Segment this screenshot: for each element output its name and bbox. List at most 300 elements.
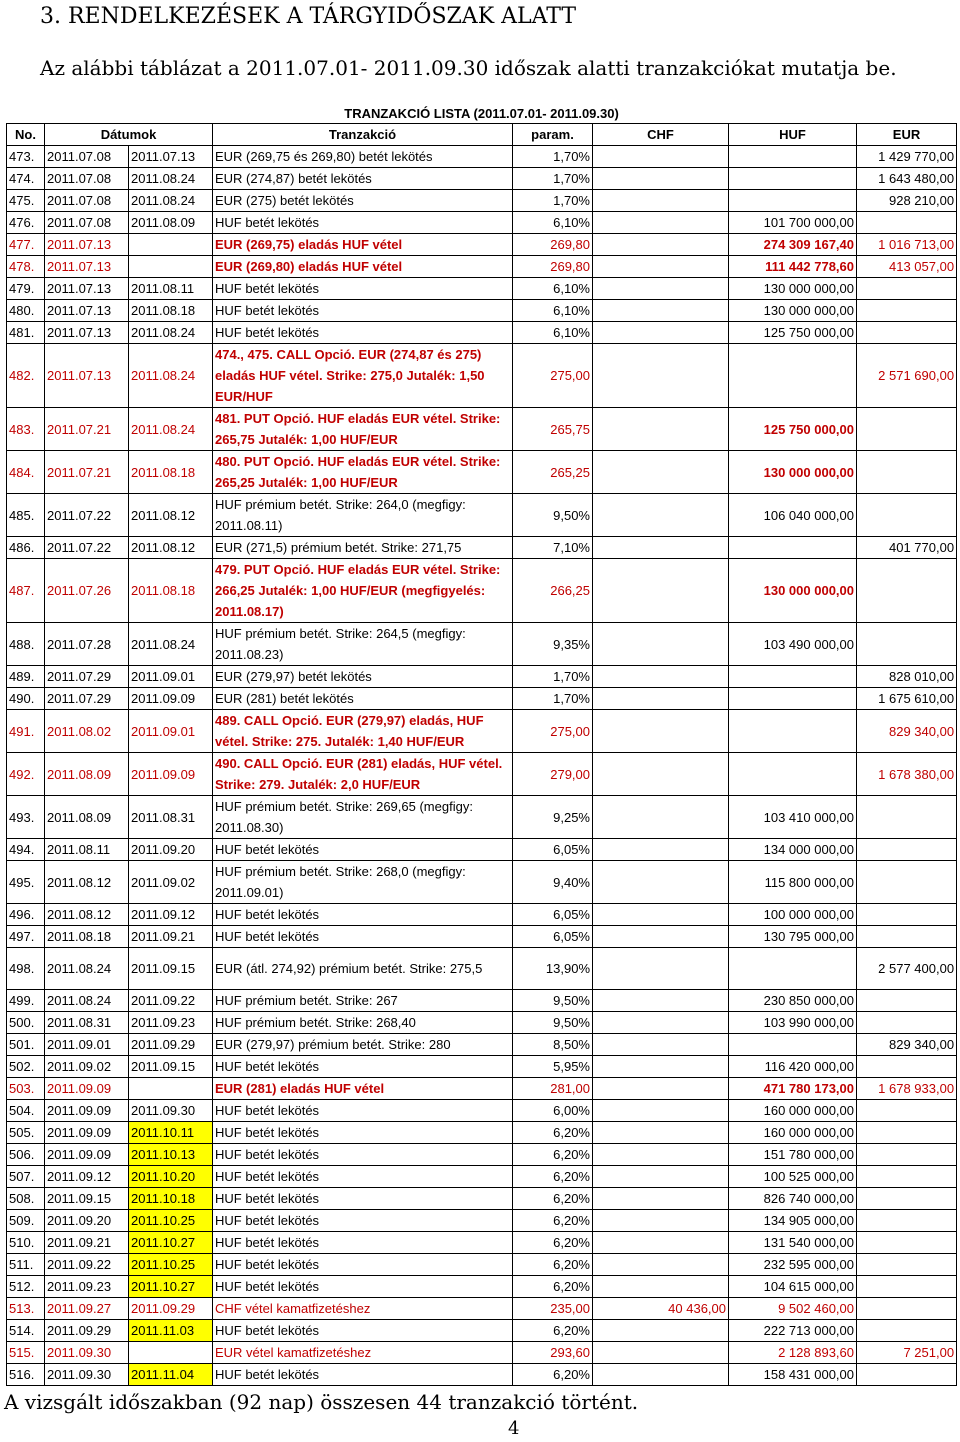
cell-huf	[729, 948, 857, 990]
cell-no: 487.	[7, 559, 45, 623]
cell-date-end: 2011.09.29	[129, 1298, 213, 1320]
cell-date-start: 2011.07.13	[45, 300, 129, 322]
cell-no: 488.	[7, 623, 45, 666]
table-row	[7, 861, 957, 904]
cell-date-start: 2011.09.23	[45, 1276, 129, 1298]
cell-param: 6,10%	[513, 322, 593, 344]
table-row	[7, 688, 957, 710]
cell-chf	[593, 300, 729, 322]
cell-huf: 101 700 000,00	[729, 212, 857, 234]
cell-date-start: 2011.07.13	[45, 278, 129, 300]
cell-transaction: HUF betét lekötés	[213, 300, 513, 322]
cell-date-end: 2011.11.03	[129, 1320, 213, 1342]
cell-huf	[729, 688, 857, 710]
table-row	[7, 1100, 957, 1122]
cell-date-start: 2011.09.09	[45, 1078, 129, 1100]
cell-eur	[857, 1100, 957, 1122]
cell-eur: 1 429 770,00	[857, 146, 957, 168]
cell-transaction: HUF betét lekötés	[213, 1364, 513, 1386]
cell-no: 480.	[7, 300, 45, 322]
cell-date-end: 2011.08.18	[129, 451, 213, 494]
table-row	[7, 1012, 957, 1034]
cell-date-start: 2011.09.20	[45, 1210, 129, 1232]
table-row	[7, 1298, 957, 1320]
cell-param: 6,20%	[513, 1188, 593, 1210]
cell-date-start: 2011.09.02	[45, 1056, 129, 1078]
cell-transaction: HUF betét lekötés	[213, 904, 513, 926]
cell-date-start: 2011.07.08	[45, 168, 129, 190]
cell-chf	[593, 1122, 729, 1144]
cell-param: 5,95%	[513, 1056, 593, 1078]
table-row	[7, 1122, 957, 1144]
cell-eur: 828 010,00	[857, 666, 957, 688]
cell-transaction: HUF betét lekötés	[213, 1122, 513, 1144]
table-row	[7, 451, 957, 494]
cell-date-end: 2011.09.01	[129, 666, 213, 688]
cell-transaction: HUF prémium betét. Strike: 264,5 (megfigy: 2011.08.23)	[213, 623, 513, 666]
cell-eur	[857, 926, 957, 948]
cell-no: 505.	[7, 1122, 45, 1144]
cell-date-end: 2011.08.12	[129, 494, 213, 537]
cell-date-start: 2011.07.28	[45, 623, 129, 666]
cell-no: 492.	[7, 753, 45, 796]
cell-date-start: 2011.08.11	[45, 839, 129, 861]
cell-no: 515.	[7, 1342, 45, 1364]
cell-chf: 40 436,00	[593, 1298, 729, 1320]
cell-eur	[857, 1166, 957, 1188]
cell-date-start: 2011.09.09	[45, 1100, 129, 1122]
cell-date-start: 2011.08.24	[45, 948, 129, 990]
table-row	[7, 1320, 957, 1342]
cell-no: 514.	[7, 1320, 45, 1342]
transaction-table-wrapper	[6, 103, 956, 1386]
cell-transaction: HUF betét lekötés	[213, 322, 513, 344]
cell-param: 1,70%	[513, 666, 593, 688]
cell-date-start: 2011.09.12	[45, 1166, 129, 1188]
cell-huf: 130 795 000,00	[729, 926, 857, 948]
cell-date-end: 2011.08.12	[129, 537, 213, 559]
cell-chf	[593, 234, 729, 256]
cell-eur	[857, 1232, 957, 1254]
cell-chf	[593, 1166, 729, 1188]
cell-date-start: 2011.07.21	[45, 451, 129, 494]
cell-chf	[593, 666, 729, 688]
cell-eur	[857, 559, 957, 623]
cell-huf: 130 000 000,00	[729, 451, 857, 494]
cell-date-end: 2011.09.12	[129, 904, 213, 926]
cell-huf	[729, 1034, 857, 1056]
cell-chf	[593, 753, 729, 796]
cell-date-start: 2011.09.29	[45, 1320, 129, 1342]
cell-chf	[593, 537, 729, 559]
section-heading: 3. RENDELKEZÉSEK A TÁRGYIDŐSZAK ALATT	[40, 4, 577, 29]
cell-huf: 160 000 000,00	[729, 1100, 857, 1122]
cell-date-end	[129, 1342, 213, 1364]
page-number: 4	[508, 1418, 520, 1439]
cell-eur	[857, 1056, 957, 1078]
cell-no: 482.	[7, 344, 45, 408]
cell-transaction: EUR (269,75 és 269,80) betét lekötés	[213, 146, 513, 168]
cell-date-start: 2011.09.30	[45, 1364, 129, 1386]
cell-param: 13,90%	[513, 948, 593, 990]
cell-huf: 115 800 000,00	[729, 861, 857, 904]
cell-eur	[857, 1276, 957, 1298]
cell-chf	[593, 256, 729, 278]
cell-huf: 131 540 000,00	[729, 1232, 857, 1254]
cell-huf: 116 420 000,00	[729, 1056, 857, 1078]
table-row	[7, 278, 957, 300]
cell-no: 473.	[7, 146, 45, 168]
cell-no: 485.	[7, 494, 45, 537]
cell-eur	[857, 451, 957, 494]
table-body	[7, 146, 957, 1386]
cell-chf	[593, 688, 729, 710]
cell-no: 506.	[7, 1144, 45, 1166]
cell-no: 495.	[7, 861, 45, 904]
cell-param: 9,50%	[513, 990, 593, 1012]
cell-eur	[857, 1012, 957, 1034]
table-row	[7, 168, 957, 190]
cell-param: 265,75	[513, 408, 593, 451]
cell-no: 499.	[7, 990, 45, 1012]
cell-eur	[857, 839, 957, 861]
cell-param: 6,20%	[513, 1364, 593, 1386]
table-row	[7, 948, 957, 990]
cell-no: 481.	[7, 322, 45, 344]
cell-huf: 103 490 000,00	[729, 623, 857, 666]
table-row	[7, 1056, 957, 1078]
cell-date-end: 2011.10.25	[129, 1210, 213, 1232]
cell-date-start: 2011.08.09	[45, 753, 129, 796]
cell-chf	[593, 710, 729, 753]
cell-chf	[593, 1364, 729, 1386]
cell-chf	[593, 322, 729, 344]
cell-transaction: EUR (275) betét lekötés	[213, 190, 513, 212]
cell-transaction: HUF prémium betét. Strike: 264,0 (megfigy: 2011.08.11)	[213, 494, 513, 537]
cell-date-end: 2011.09.09	[129, 688, 213, 710]
cell-date-start: 2011.08.31	[45, 1012, 129, 1034]
cell-date-start: 2011.09.21	[45, 1232, 129, 1254]
cell-transaction: EUR vétel kamatfizetéshez	[213, 1342, 513, 1364]
cell-huf: 9 502 460,00	[729, 1298, 857, 1320]
cell-chf	[593, 1078, 729, 1100]
table-row	[7, 322, 957, 344]
cell-transaction: 474., 475. CALL Opció. EUR (274,87 és 275) eladás HUF vétel. Strike: 275,0 Jutalék: 1,50 EUR/HUF	[213, 344, 513, 408]
table-row	[7, 1276, 957, 1298]
cell-huf: 134 000 000,00	[729, 839, 857, 861]
cell-no: 503.	[7, 1078, 45, 1100]
cell-param: 8,50%	[513, 1034, 593, 1056]
cell-no: 501.	[7, 1034, 45, 1056]
cell-eur: 1 643 480,00	[857, 168, 957, 190]
cell-transaction: HUF betét lekötés	[213, 1210, 513, 1232]
cell-no: 474.	[7, 168, 45, 190]
cell-transaction: EUR (279,97) betét lekötés	[213, 666, 513, 688]
intro-text: Az alábbi táblázat a 2011.07.01- 2011.09.30 időszak alatti tranzakciókat mutatja be.	[40, 56, 897, 80]
cell-date-end: 2011.07.13	[129, 146, 213, 168]
cell-chf	[593, 926, 729, 948]
table-row	[7, 1078, 957, 1100]
cell-param: 1,70%	[513, 146, 593, 168]
cell-date-end: 2011.08.18	[129, 559, 213, 623]
table-row	[7, 559, 957, 623]
cell-param: 9,35%	[513, 623, 593, 666]
cell-date-end: 2011.09.22	[129, 990, 213, 1012]
cell-eur	[857, 494, 957, 537]
cell-transaction: EUR (279,97) prémium betét. Strike: 280	[213, 1034, 513, 1056]
cell-param: 6,20%	[513, 1254, 593, 1276]
cell-huf	[729, 710, 857, 753]
cell-transaction: 489. CALL Opció. EUR (279,97) eladás, HUF vétel. Strike: 275. Jutalék: 1,40 HUF/EUR	[213, 710, 513, 753]
table-row	[7, 1166, 957, 1188]
cell-date-end: 2011.08.18	[129, 300, 213, 322]
cell-param: 265,25	[513, 451, 593, 494]
cell-date-end: 2011.10.25	[129, 1254, 213, 1276]
cell-eur	[857, 1254, 957, 1276]
table-row	[7, 1144, 957, 1166]
cell-chf	[593, 623, 729, 666]
cell-huf: 130 000 000,00	[729, 300, 857, 322]
cell-no: 504.	[7, 1100, 45, 1122]
cell-huf: 232 595 000,00	[729, 1254, 857, 1276]
table-row	[7, 710, 957, 753]
cell-transaction: HUF prémium betét. Strike: 269,65 (megfigy: 2011.08.30)	[213, 796, 513, 839]
cell-huf: 134 905 000,00	[729, 1210, 857, 1232]
cell-param: 7,10%	[513, 537, 593, 559]
cell-date-start: 2011.09.22	[45, 1254, 129, 1276]
cell-date-end	[129, 256, 213, 278]
cell-huf: 100 525 000,00	[729, 1166, 857, 1188]
cell-huf: 222 713 000,00	[729, 1320, 857, 1342]
cell-eur: 1 678 933,00	[857, 1078, 957, 1100]
cell-transaction: CHF vétel kamatfizetéshez	[213, 1298, 513, 1320]
cell-date-end: 2011.08.24	[129, 408, 213, 451]
cell-chf	[593, 1100, 729, 1122]
cell-no: 489.	[7, 666, 45, 688]
cell-eur	[857, 408, 957, 451]
cell-date-end: 2011.10.13	[129, 1144, 213, 1166]
cell-huf: 471 780 173,00	[729, 1078, 857, 1100]
table-row	[7, 146, 957, 168]
cell-chf	[593, 1254, 729, 1276]
cell-huf: 111 442 778,60	[729, 256, 857, 278]
cell-chf	[593, 861, 729, 904]
cell-date-start: 2011.07.21	[45, 408, 129, 451]
cell-param: 6,20%	[513, 1122, 593, 1144]
cell-date-end: 2011.09.15	[129, 1056, 213, 1078]
cell-eur	[857, 1144, 957, 1166]
table-row	[7, 1342, 957, 1364]
cell-transaction: HUF betét lekötés	[213, 1188, 513, 1210]
cell-transaction: EUR (274,87) betét lekötés	[213, 168, 513, 190]
cell-date-end: 2011.09.21	[129, 926, 213, 948]
cell-chf	[593, 1276, 729, 1298]
cell-eur	[857, 904, 957, 926]
cell-date-start: 2011.07.08	[45, 146, 129, 168]
cell-date-start: 2011.07.08	[45, 212, 129, 234]
cell-date-start: 2011.07.08	[45, 190, 129, 212]
cell-huf: 125 750 000,00	[729, 408, 857, 451]
cell-param: 281,00	[513, 1078, 593, 1100]
cell-param: 6,05%	[513, 904, 593, 926]
cell-date-end: 2011.08.09	[129, 212, 213, 234]
cell-eur	[857, 1298, 957, 1320]
cell-chf	[593, 559, 729, 623]
cell-transaction: HUF betét lekötés	[213, 1056, 513, 1078]
table-row	[7, 753, 957, 796]
cell-chf	[593, 168, 729, 190]
cell-date-end: 2011.08.24	[129, 190, 213, 212]
header-chf: CHF	[593, 124, 729, 146]
cell-date-start: 2011.07.13	[45, 322, 129, 344]
cell-date-start: 2011.08.24	[45, 990, 129, 1012]
cell-param: 6,00%	[513, 1100, 593, 1122]
cell-param: 6,20%	[513, 1320, 593, 1342]
cell-param: 293,60	[513, 1342, 593, 1364]
cell-no: 479.	[7, 278, 45, 300]
cell-transaction: EUR (281) eladás HUF vétel	[213, 1078, 513, 1100]
header-dates: Dátumok	[45, 124, 213, 146]
cell-huf: 158 431 000,00	[729, 1364, 857, 1386]
cell-param: 6,05%	[513, 926, 593, 948]
cell-date-start: 2011.09.09	[45, 1122, 129, 1144]
cell-eur	[857, 861, 957, 904]
cell-transaction: HUF betét lekötés	[213, 1100, 513, 1122]
cell-no: 500.	[7, 1012, 45, 1034]
cell-no: 497.	[7, 926, 45, 948]
cell-date-start: 2011.07.13	[45, 234, 129, 256]
cell-date-end: 2011.08.24	[129, 322, 213, 344]
cell-date-start: 2011.07.13	[45, 344, 129, 408]
table-row	[7, 344, 957, 408]
cell-transaction: HUF betét lekötés	[213, 1276, 513, 1298]
table-row	[7, 537, 957, 559]
cell-date-end: 2011.09.23	[129, 1012, 213, 1034]
cell-date-end: 2011.08.24	[129, 623, 213, 666]
cell-chf	[593, 1232, 729, 1254]
cell-param: 6,20%	[513, 1210, 593, 1232]
cell-eur	[857, 322, 957, 344]
cell-chf	[593, 1320, 729, 1342]
cell-huf: 826 740 000,00	[729, 1188, 857, 1210]
cell-eur	[857, 1320, 957, 1342]
table-row	[7, 1232, 957, 1254]
cell-date-end: 2011.08.24	[129, 168, 213, 190]
cell-no: 511.	[7, 1254, 45, 1276]
cell-chf	[593, 839, 729, 861]
header-huf: HUF	[729, 124, 857, 146]
cell-huf: 2 128 893,60	[729, 1342, 857, 1364]
cell-huf: 103 990 000,00	[729, 1012, 857, 1034]
cell-transaction: HUF betét lekötés	[213, 1320, 513, 1342]
cell-chf	[593, 990, 729, 1012]
cell-eur: 1 678 380,00	[857, 753, 957, 796]
table-row	[7, 212, 957, 234]
cell-date-start: 2011.07.13	[45, 256, 129, 278]
cell-param: 6,10%	[513, 300, 593, 322]
cell-transaction: HUF betét lekötés	[213, 926, 513, 948]
table-row	[7, 926, 957, 948]
cell-no: 490.	[7, 688, 45, 710]
cell-param: 9,40%	[513, 861, 593, 904]
cell-eur	[857, 1122, 957, 1144]
cell-chf	[593, 1056, 729, 1078]
cell-no: 496.	[7, 904, 45, 926]
cell-huf: 160 000 000,00	[729, 1122, 857, 1144]
header-eur: EUR	[857, 124, 957, 146]
cell-param: 6,20%	[513, 1232, 593, 1254]
cell-eur	[857, 1210, 957, 1232]
cell-huf	[729, 146, 857, 168]
cell-transaction: HUF betét lekötés	[213, 1254, 513, 1276]
cell-no: 477.	[7, 234, 45, 256]
cell-date-end: 2011.10.27	[129, 1232, 213, 1254]
cell-transaction: EUR (átl. 274,92) prémium betét. Strike: 275,5	[213, 948, 513, 990]
table-title: TRANZAKCIÓ LISTA (2011.07.01- 2011.09.30)	[7, 103, 957, 124]
cell-chf	[593, 1188, 729, 1210]
cell-eur: 401 770,00	[857, 537, 957, 559]
cell-param: 9,25%	[513, 796, 593, 839]
cell-param: 279,00	[513, 753, 593, 796]
cell-param: 9,50%	[513, 1012, 593, 1034]
cell-huf	[729, 344, 857, 408]
cell-huf: 100 000 000,00	[729, 904, 857, 926]
table-row	[7, 990, 957, 1012]
cell-eur	[857, 623, 957, 666]
cell-date-end: 2011.10.11	[129, 1122, 213, 1144]
cell-no: 502.	[7, 1056, 45, 1078]
table-row	[7, 1034, 957, 1056]
cell-no: 510.	[7, 1232, 45, 1254]
table-row	[7, 839, 957, 861]
cell-no: 508.	[7, 1188, 45, 1210]
cell-date-end: 2011.09.09	[129, 753, 213, 796]
cell-chf	[593, 1210, 729, 1232]
cell-date-end: 2011.10.27	[129, 1276, 213, 1298]
cell-transaction: EUR (271,5) prémium betét. Strike: 271,75	[213, 537, 513, 559]
table-row	[7, 234, 957, 256]
cell-no: 507.	[7, 1166, 45, 1188]
cell-huf	[729, 190, 857, 212]
cell-eur	[857, 212, 957, 234]
cell-no: 498.	[7, 948, 45, 990]
cell-eur: 1 016 713,00	[857, 234, 957, 256]
cell-date-start: 2011.09.09	[45, 1144, 129, 1166]
cell-date-start: 2011.09.27	[45, 1298, 129, 1320]
cell-param: 235,00	[513, 1298, 593, 1320]
cell-huf: 130 000 000,00	[729, 559, 857, 623]
cell-param: 9,50%	[513, 494, 593, 537]
cell-transaction: EUR (281) betét lekötés	[213, 688, 513, 710]
cell-param: 269,80	[513, 234, 593, 256]
cell-param: 6,05%	[513, 839, 593, 861]
cell-date-start: 2011.08.02	[45, 710, 129, 753]
cell-eur	[857, 300, 957, 322]
cell-huf: 151 780 000,00	[729, 1144, 857, 1166]
cell-eur: 829 340,00	[857, 710, 957, 753]
cell-param: 6,10%	[513, 278, 593, 300]
table-row	[7, 256, 957, 278]
cell-huf: 104 615 000,00	[729, 1276, 857, 1298]
cell-huf	[729, 168, 857, 190]
cell-transaction: 481. PUT Opció. HUF eladás EUR vétel. Strike: 265,75 Jutalék: 1,00 HUF/EUR	[213, 408, 513, 451]
cell-no: 478.	[7, 256, 45, 278]
cell-param: 266,25	[513, 559, 593, 623]
cell-transaction: 479. PUT Opció. HUF eladás EUR vétel. Strike: 266,25 Jutalék: 1,00 HUF/EUR (megfigyelés: 2011.08.17)	[213, 559, 513, 623]
cell-chf	[593, 1012, 729, 1034]
cell-transaction: HUF prémium betét. Strike: 267	[213, 990, 513, 1012]
cell-no: 491.	[7, 710, 45, 753]
